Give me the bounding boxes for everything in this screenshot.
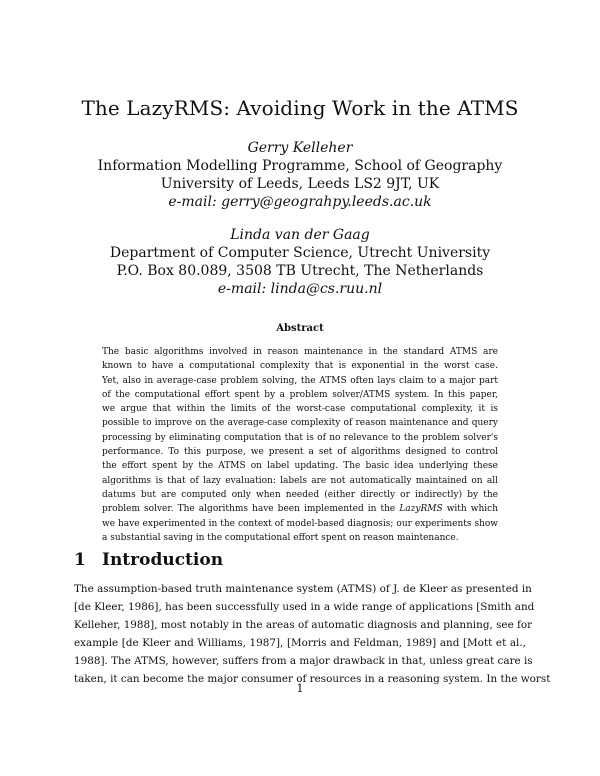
paper-title: The LazyRMS: Avoiding Work in the ATMS	[81, 96, 519, 120]
section-body	[74, 580, 551, 688]
author-affiliation: Information Modelling Programme, School of Geography	[97, 158, 503, 174]
abstract-line: processing by eliminating computation that is of no relevance to the problem solver's	[102, 432, 498, 443]
abstract-line: of the computational effort spent by a problem solver/ATMS system. In this paper,	[102, 389, 498, 400]
abstract-body	[102, 345, 498, 545]
body-line: 1988]. The ATMS, however, suffers from a major drawback in that, unless great care is	[74, 655, 533, 667]
abstract-line-with-italic	[102, 502, 498, 516]
abstract-line: The basic algorithms involved in reason maintenance in the standard ATMS are	[102, 347, 498, 357]
abstract-line: datums but are computed only when needed (either directly or indirectly) by the	[102, 489, 498, 500]
abstract-line-head: problem solver. The algorithms have been implemented in the	[102, 504, 400, 515]
abstract-line: possible to improve on the average-case complexity of reason maintenance and query	[102, 418, 498, 429]
abstract-line: we argue that within the limits of the worst-case computational complexity, it is	[102, 404, 498, 415]
body-line: Kelleher, 1988], most notably in the areas of automatic diagnosis and planning, see for	[74, 619, 533, 631]
body-line: taken, it can become the major consumer of resources in a reasoning system. In the worst	[74, 673, 551, 685]
abstract-line: we have experimented in the context of model-based diagnosis; our experiments show	[102, 518, 498, 529]
abstract-line: performance. To this purpose, we present a set of algorithms designed to control	[102, 447, 498, 458]
author-block-2	[0, 226, 600, 298]
author-name: Linda van der Gaag	[230, 227, 370, 243]
abstract-line: the effort spent by the ATMS on label updating. The basic idea underlying these	[102, 461, 498, 472]
body-line: The assumption-based truth maintenance system (ATMS) of J. de Kleer as presented in	[74, 583, 532, 595]
author-affiliation: P.O. Box 80.089, 3508 TB Utrecht, The Netherlands	[116, 263, 484, 279]
section-number: 1	[74, 550, 86, 570]
body-line: [de Kleer, 1986], has been successfully used in a wide range of applications [Smith and	[74, 601, 535, 613]
author-block-1	[0, 139, 600, 211]
abstract-line: known to have a computational complexity that is exponential in the worst case.	[102, 361, 498, 372]
body-line: example [de Kleer and Williams, 1987], [Morris and Feldman, 1989] and [Mott et al.,	[74, 637, 526, 649]
author-affiliation: Department of Computer Science, Utrecht University	[109, 245, 491, 261]
abstract-heading: Abstract	[276, 323, 324, 334]
abstract-line: a substantial saving in the computational effort spent on reason maintenance.	[102, 532, 459, 543]
page-number: 1	[296, 682, 304, 695]
abstract-line-tail: with which	[442, 504, 499, 515]
section-title: Introduction	[102, 550, 224, 570]
section-heading	[74, 550, 223, 570]
author-name: Gerry Kelleher	[247, 140, 353, 156]
abstract-line: Yet, also in average-case problem solving, the ATMS often lays claim to a major part	[102, 375, 498, 386]
author-email: e-mail: gerry@geograhpy.leeds.ac.uk	[168, 194, 432, 210]
lazyrms-term: LazyRMS	[399, 504, 443, 515]
author-affiliation: University of Leeds, Leeds LS2 9JT, UK	[160, 176, 440, 192]
abstract-line: algorithms is that of lazy evaluation: labels are not automatically maintained on all	[102, 475, 498, 486]
author-email: e-mail: linda@cs.ruu.nl	[217, 281, 383, 297]
